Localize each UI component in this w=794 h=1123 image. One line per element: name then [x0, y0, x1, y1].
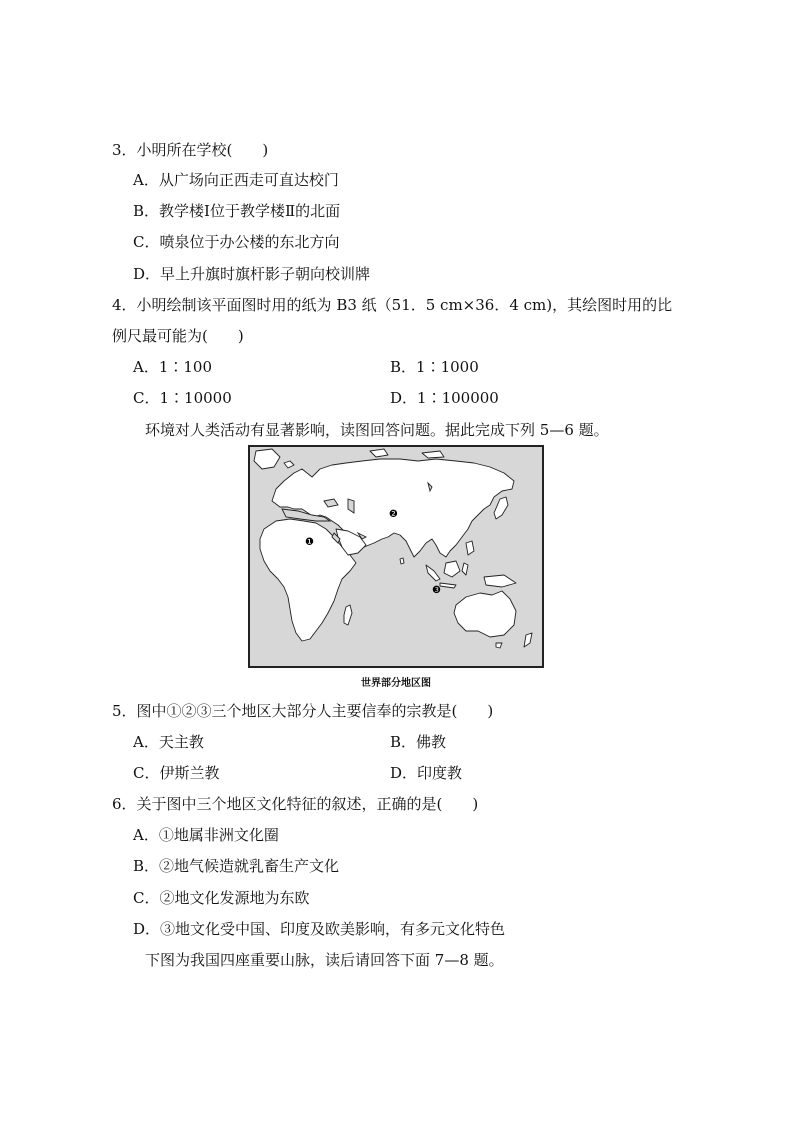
- world-map-svg: [250, 447, 542, 666]
- q5-option-a: A．天主教: [133, 733, 204, 751]
- java-shape: [440, 583, 456, 588]
- map-marker-1: ❶: [305, 537, 314, 548]
- philippines-shape: [466, 541, 474, 555]
- q4-option-d: D．1∶100000: [390, 389, 499, 407]
- world-map: [248, 445, 544, 668]
- map-caption: 世界部分地区图: [361, 678, 431, 689]
- q5-option-c: C．伊斯兰教: [133, 764, 220, 782]
- q4-option-c: C．1∶10000: [133, 389, 232, 407]
- q3-option-d: D．早上升旗时旗杆影子朝向校训牌: [133, 265, 371, 283]
- q3-option-c: C．喷泉位于办公楼的东北方向: [133, 233, 340, 251]
- q5-stem: 5．图中①②③三个地区大部分人主要信奉的宗教是( ): [112, 702, 494, 720]
- q3-option-a: A．从广场向正西走可直达校门: [133, 171, 339, 189]
- new-zealand-shape: [524, 633, 532, 647]
- intro-5-6: 环境对人类活动有显著影响，读图回答问题。据此完成下列 5—6 题。: [145, 421, 609, 439]
- q3-option-b: B．教学楼Ⅰ位于教学楼Ⅱ的北面: [133, 202, 341, 220]
- q5-option-d: D．印度教: [390, 764, 463, 782]
- q4-stem-line2: 例尺最可能为( ): [112, 327, 244, 345]
- sumatra-shape: [426, 565, 440, 581]
- q5-option-b: B．佛教: [390, 733, 447, 751]
- q6-option-b: B．②地气候造就乳畜生产文化: [133, 857, 340, 875]
- q4-stem-line1: 4．小明绘制该平面图时用的纸为 B3 纸（51．5 cm×36．4 cm)，其绘图时用的比: [112, 296, 673, 314]
- q6-option-c: C．②地文化发源地为东欧: [133, 889, 310, 907]
- q3-stem: 3．小明所在学校( ): [112, 141, 269, 159]
- sulawesi-shape: [462, 563, 468, 575]
- new-guinea-shape: [484, 575, 516, 587]
- q4-option-b: B．1∶1000: [390, 358, 479, 376]
- q4-option-a: A．1∶100: [133, 358, 213, 376]
- map-marker-3: ❸: [432, 585, 441, 596]
- borneo-shape: [444, 561, 460, 577]
- arctic-island-2: [422, 451, 444, 458]
- q6-option-a: A．①地属非洲文化圈: [133, 826, 279, 844]
- map-marker-2: ❷: [389, 509, 398, 520]
- tasmania-shape: [496, 643, 502, 648]
- intro-7-8: 下图为我国四座重要山脉，读后请回答下面 7—8 题。: [145, 951, 504, 969]
- arctic-island-1: [370, 449, 388, 457]
- japan-shape: [494, 497, 508, 519]
- greenland-shape: [254, 449, 280, 469]
- australia-shape: [454, 591, 516, 637]
- madagascar-shape: [344, 605, 352, 625]
- q6-stem: 6．关于图中三个地区文化特征的叙述，正确的是( ): [112, 795, 479, 813]
- sri-lanka-shape: [400, 558, 404, 564]
- q6-option-d: D．③地文化受中国、印度及欧美影响，有多元文化特色: [133, 920, 506, 938]
- iceland-shape: [284, 461, 294, 468]
